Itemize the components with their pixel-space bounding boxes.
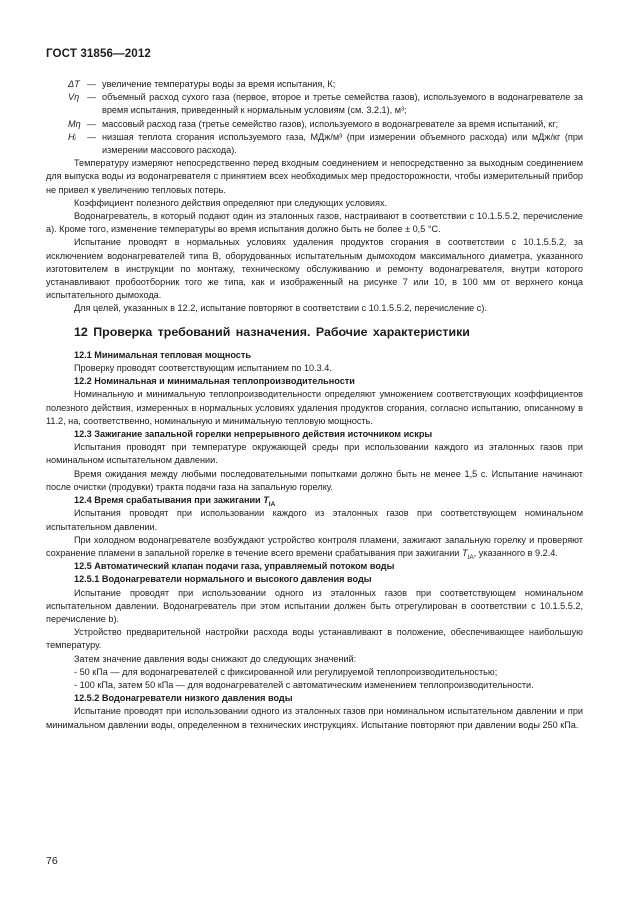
definition-text: низшая теплота сгорания используемого газа, МДж/м³ (при измерении объемного расхода) или мДж/кг (при измерении массового расхода). (102, 131, 583, 156)
symbol-h-i: Hᵢ (68, 131, 76, 142)
clause-12-4-title (46, 494, 583, 507)
symbol-t: T (461, 547, 468, 558)
page-content (46, 78, 583, 732)
clause-12-2-text: Номинальную и минимальную теплопроизводительности определяют умножением соответствующих коэффициентов полезного действия, измеренных в нормальных условиях удаления продуктов сгорания, согласно испытанию, описанному в 11.2, на, соответственно, номинальную и минимальную тепловую мощность. (46, 389, 583, 426)
clause-12-5-title: 12.5 Автоматический клапан подачи газа, управляемый потоком воды (74, 561, 395, 572)
clause-12-5-1-p1: Испытание проводят при использовании одного из эталонных газов при соответствующем номинальном испытательном давлении. Водонагреватель при этом испытании должен быть отрегулирован в соответствии с 10.1.5.5.2, перечисление b). (46, 587, 583, 624)
definition-v-eta (46, 91, 583, 117)
symbol-m-eta: Mη (68, 118, 81, 129)
clause-12-4-p1: Испытания проводят при использовании каждого из эталонных газов при соответствующем номинальном испытательном давлении. (46, 508, 583, 532)
clause-12-5-1-title: 12.5.1 Водонагреватели нормального и высокого давления воды (74, 574, 372, 585)
definition-text: увеличение температуры воды за время испытания, К; (102, 79, 336, 89)
definition-dash: — (87, 131, 97, 142)
definition-text: объемный расход сухого газа (первое, второе и третье семейства газов), используемого в водонагревателе за время испытания, приведенный к нормальным условиям (см. 3.2.1), м³; (102, 92, 583, 116)
paragraph-flue-conditions: Испытание проводят в нормальных условиях удаления продуктов сгорания в соответствии с 10.1.5.5.2, за исключением водонагревателей типа В, оборудованных испытательным дымоходом максимального диаметра, указанного изготовителем в инструкции по монтажу, техническому обслуживанию и ремонту водонагревателя, внутри которого устанавливают пробоотборник того же типа, как и изображенный на рисунке 7 или 10, в 100 мм от верхнего конца испытательного дымохода. (46, 237, 583, 301)
paragraph-efficiency-conditions: Коэффициент полезного действия определяют при следующих условиях. (74, 197, 388, 208)
clause-12-4-p2-tail: , указанного в 9.2.4. (473, 547, 558, 558)
definition-h-i (46, 131, 583, 157)
clause-12-5-2-title: 12.5.2 Водонагреватели низкого давления воды (74, 693, 293, 704)
clause-12-5-1-p3: Затем значение давления воды снижают до следующих значений: (74, 653, 357, 664)
definition-dash: — (87, 118, 97, 129)
clause-12-4-title-text: 12.4 Время срабатывания при зажигании (74, 495, 264, 506)
clause-12-3-title: 12.3 Зажигание запальной горелки непрерывного действия источником искры (74, 429, 433, 440)
clause-12-1-text: Проверку проводят соответствующим испытанием по 10.3.4. (74, 363, 332, 374)
symbol-subscript-ia: IA (467, 553, 474, 561)
definition-m-eta (46, 118, 583, 131)
clause-12-3-p1: Испытания проводят при температуре окружающей среды при использовании каждого из эталонных газов при номинальном испытательном давлении. (46, 442, 583, 466)
clause-12-2-title: 12.2 Номинальная и минимальная теплопроизводительности (74, 376, 355, 387)
symbol-delta-t: ΔT (68, 79, 80, 89)
paragraph-heater-setup: Водонагреватель, в который подают один из эталонных газов, настраивают в соответствии с 10.1.5.5.2, перечисление a). Кроме того, изменение температуры во время испытания должно быть не более ± 0,5 °С. (46, 211, 583, 235)
symbol-t: T (263, 495, 269, 506)
document-header: ГОСТ 31856—2012 (46, 47, 151, 60)
clause-12-1-title: 12.1 Минимальная тепловая мощность (74, 349, 251, 360)
paragraph-temperature: Температуру измеряют непосредственно перед входным соединением и непосредственно за выходным соединением для выпуска воды из водонагревателя с принятием всех необходимых мер предосторожности, чтобы измерительный прибор не привел к увеличению тепловых потерь. (46, 158, 583, 195)
page-number: 76 (46, 855, 58, 867)
definition-dash: — (87, 79, 97, 89)
section-12-title: 12 Проверка требований назначения. Рабочие характеристики (74, 324, 470, 339)
clause-12-5-1-p2: Устройство предварительной настройки расхода воды устанавливают в положение, обеспечивающее наибольшую температуру. (46, 627, 583, 651)
definition-delta-t (46, 78, 583, 91)
clause-12-4-p2-text: При холодном водонагревателе возбуждают устройство контроля пламени, зажигают запальную горелку и проверяют сохранение пламени в запальной горелке в течение всего времени срабатывания при зажигании (46, 534, 583, 558)
clause-12-3-p2: Время ожидания между любыми последовательными попытками должно быть не менее 1,5 с. Испытание начинают после очистки (продувки) тракта подачи газа на запальную горелку. (46, 468, 583, 492)
definition-dash: — (87, 92, 97, 103)
symbol-subscript-ia: IA (268, 500, 276, 508)
paragraph-repeat-test: Для целей, указанных в 12.2, испытание повторяют в соответствии с 10.1.5.5.2, перечисление с). (74, 303, 487, 314)
clause-12-4-p2 (46, 534, 583, 560)
definition-text: массовый расход газа (третье семейство газов), используемого в водонагревателе за время испытаний, кг; (102, 118, 559, 129)
symbol-v-eta: Vη (68, 92, 80, 103)
clause-12-5-1-item-1: - 50 кПа — для водонагревателей с фиксированной или регулируемой теплопроизводительностью; (74, 666, 498, 677)
clause-12-5-2-p1: Испытание проводят при использовании одного из эталонных газов при номинальном испытательном давлении и при минимальном давлении воды, определенном в технических инструкциях. Испытание повторяют при давлении воды 250 кПа. (46, 706, 583, 730)
clause-12-5-1-item-2: - 100 кПа, затем 50 кПа — для водонагревателей с автоматическим изменением теплопроизводительности. (74, 679, 534, 690)
